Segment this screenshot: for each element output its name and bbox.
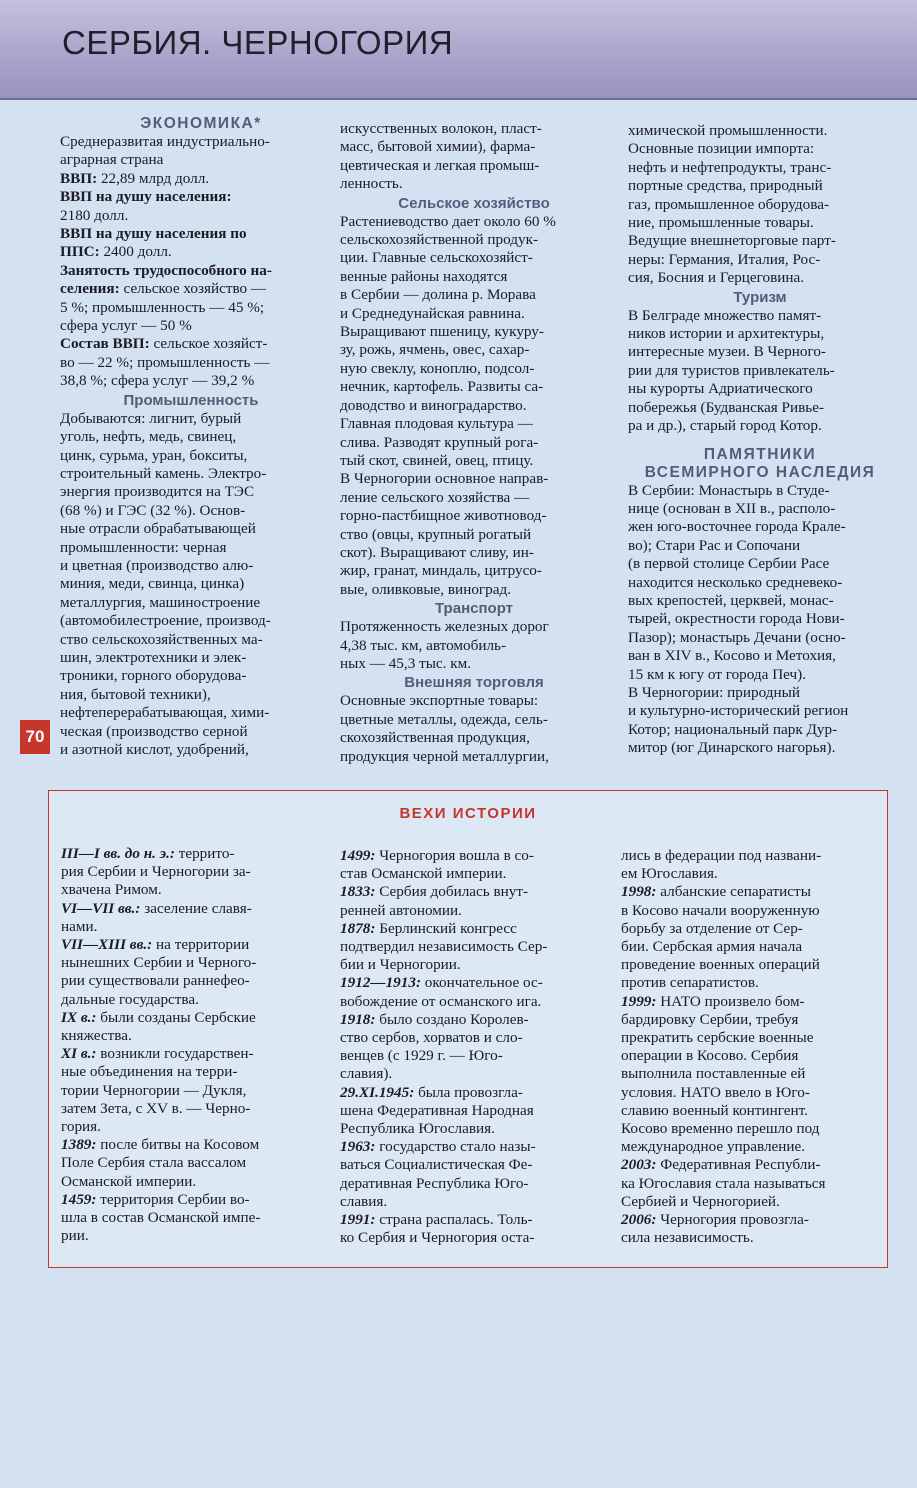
text-line: во); Стари Рас и Сопочани bbox=[628, 536, 801, 554]
text-line bbox=[60, 280, 322, 298]
history-text: бардировку Сербии, требуя bbox=[621, 1010, 799, 1028]
heritage-text bbox=[628, 482, 892, 758]
text-line bbox=[60, 170, 322, 188]
history-text: проведение военных операций bbox=[621, 956, 820, 974]
page-title: СЕРБИЯ. ЧЕРНОГОРИЯ bbox=[62, 24, 454, 61]
history-text: деративная Республика Юго- bbox=[340, 1174, 529, 1192]
text-line: ных — 45,3 тыс. км. bbox=[340, 654, 472, 672]
text-line: энергия производится на ТЭС bbox=[60, 483, 255, 501]
history-text: Поле Сербия стала вассалом bbox=[61, 1154, 247, 1172]
history-text: международное управление. bbox=[621, 1138, 806, 1156]
text-line bbox=[60, 133, 322, 151]
history-line bbox=[61, 954, 323, 972]
text-line: вые, оливковые, виноград. bbox=[340, 580, 511, 598]
history-line bbox=[340, 974, 604, 992]
text-line: В Черногории: природный bbox=[628, 683, 800, 701]
history-line bbox=[61, 1082, 323, 1100]
history-line bbox=[61, 845, 323, 863]
history-line bbox=[621, 1193, 883, 1211]
text-line: ние, промышленные товары. bbox=[628, 214, 814, 232]
history-date: IX в.: bbox=[61, 1008, 97, 1026]
history-line bbox=[340, 1011, 604, 1029]
history-text: рия Сербии и Черногории за- bbox=[61, 863, 251, 881]
history-date: 1963: bbox=[340, 1138, 376, 1156]
text-line: рии для туристов привлекатель- bbox=[628, 361, 835, 379]
history-text: выполнила поставленные ей bbox=[621, 1065, 806, 1083]
text-line: ческая (производство серной bbox=[60, 722, 248, 740]
history-text: окончательное ос- bbox=[421, 974, 543, 992]
history-line bbox=[621, 1029, 883, 1047]
text-line: масс, бытовой химии), фарма- bbox=[340, 138, 536, 156]
text-line: (автомобилестроение, производ- bbox=[60, 612, 271, 630]
history-line bbox=[61, 881, 323, 899]
text-line bbox=[60, 243, 322, 261]
history-line bbox=[621, 920, 883, 938]
text-line: тый скот, свиней, овец, птицу. bbox=[340, 451, 534, 469]
history-text: ные объединения на терри- bbox=[61, 1063, 238, 1081]
text-line: ван в XIV в., Косово и Метохия, bbox=[628, 647, 836, 665]
industry-text bbox=[60, 410, 322, 760]
history-line bbox=[621, 1084, 883, 1102]
history-line bbox=[621, 883, 883, 901]
text-line: ную свеклу, коноплю, подсол- bbox=[340, 359, 535, 377]
history-line bbox=[621, 1211, 883, 1229]
text-line: В Белграде множество памят- bbox=[628, 306, 822, 324]
history-text: бии и Черногории. bbox=[340, 956, 461, 974]
stat-label: ППС: bbox=[60, 243, 100, 261]
text-line: ление сельского хозяйства — bbox=[340, 488, 530, 506]
history-text: государство стало назы- bbox=[375, 1138, 536, 1156]
text-line: вых крепостей, церквей, монас- bbox=[628, 591, 834, 609]
text-line: ство сельскохозяйственных ма- bbox=[60, 630, 263, 648]
text-line: В Черногории основное направ- bbox=[340, 470, 549, 488]
text-line: строительный камень. Электро- bbox=[60, 464, 267, 482]
text-line: цинк, сурьма, уран, бокситы, bbox=[60, 446, 248, 464]
text-line: скот). Выращивают сливу, ин- bbox=[340, 543, 534, 561]
history-line bbox=[61, 1136, 323, 1154]
transport-heading: Транспорт bbox=[434, 600, 514, 618]
history-line bbox=[340, 1029, 604, 1047]
trade-heading: Внешняя торговля bbox=[404, 674, 544, 692]
history-line bbox=[61, 936, 323, 954]
text-line bbox=[60, 188, 322, 206]
history-date: VII—XIII вв.: bbox=[61, 936, 153, 954]
page-header bbox=[0, 0, 917, 100]
text-line: слива. Разводят крупный рога- bbox=[340, 433, 539, 451]
text-line: нефть и нефтепродукты, транс- bbox=[628, 158, 832, 176]
history-text: ство сербов, хорватов и сло- bbox=[340, 1029, 523, 1047]
history-line bbox=[621, 1120, 883, 1138]
history-text: албанские сепаратисты bbox=[656, 883, 811, 901]
column-1 bbox=[60, 114, 322, 759]
history-line bbox=[621, 1138, 883, 1156]
text-line: доводство и виноградарство. bbox=[340, 396, 527, 414]
history-line bbox=[61, 1100, 323, 1118]
history-text: ем Югославия. bbox=[621, 865, 718, 883]
history-line bbox=[61, 1227, 323, 1245]
text-line: ство (овцы, крупный рогатый bbox=[340, 525, 532, 543]
history-text: заселение славя- bbox=[140, 899, 252, 917]
text-line: химической промышленности. bbox=[628, 122, 828, 139]
history-line bbox=[340, 1138, 604, 1156]
history-line bbox=[61, 972, 323, 990]
text-line: скохозяйственная продукция, bbox=[340, 729, 530, 747]
history-line bbox=[61, 1009, 323, 1027]
history-line bbox=[340, 865, 604, 883]
stat-value: во — 22 %; промышленность — bbox=[60, 353, 270, 371]
text-line: венные районы находятся bbox=[340, 267, 508, 285]
history-text: НАТО произвело бом- bbox=[656, 992, 805, 1010]
text-line bbox=[60, 151, 322, 169]
history-line bbox=[621, 974, 883, 992]
text-line: уголь, нефть, медь, свинец, bbox=[60, 428, 237, 446]
page-number: 70 bbox=[20, 720, 50, 754]
text-line: искусственных волокон, пласт- bbox=[340, 120, 542, 137]
history-line bbox=[340, 993, 604, 1011]
history-text: шена Федеративная Народная bbox=[340, 1101, 534, 1119]
history-date: 1918: bbox=[340, 1010, 376, 1028]
text-line: зу, рожь, ячмень, овес, сахар- bbox=[340, 341, 530, 359]
history-line bbox=[621, 1156, 883, 1174]
history-date: XI в.: bbox=[61, 1045, 97, 1063]
history-line bbox=[340, 938, 604, 956]
text-line bbox=[60, 372, 322, 390]
tourism-heading: Туризм bbox=[733, 288, 787, 306]
text-line: побережья (Будванская Ривье- bbox=[628, 398, 825, 416]
history-line bbox=[340, 1102, 604, 1120]
heritage-heading bbox=[628, 446, 892, 482]
text-line bbox=[60, 225, 322, 243]
agriculture-text bbox=[340, 213, 608, 600]
history-text: став Османской империи. bbox=[340, 865, 507, 883]
history-line bbox=[61, 1209, 323, 1227]
history-line bbox=[61, 1027, 323, 1045]
history-date: 1912—1913: bbox=[340, 974, 421, 992]
heritage-heading-line-2: ВСЕМИРНОГО НАСЛЕДИЯ bbox=[644, 463, 876, 481]
text-line: митор (юг Динарского нагорья). bbox=[628, 739, 836, 757]
text-line: Главная плодовая культура — bbox=[340, 415, 533, 433]
history-line bbox=[621, 1065, 883, 1083]
history-column-1 bbox=[61, 845, 323, 1245]
text-line: Протяженность железных дорог bbox=[340, 618, 549, 636]
history-text: Берлинский конгресс bbox=[375, 919, 517, 937]
history-date: 1389: bbox=[61, 1136, 97, 1154]
history-text: хвачена Римом. bbox=[61, 881, 162, 899]
history-text: в Косово начали вооруженную bbox=[621, 901, 820, 919]
text-line: ны курорты Адриатического bbox=[628, 380, 813, 398]
text-line: 4,38 тыс. км, автомобиль- bbox=[340, 636, 507, 654]
history-line bbox=[621, 1047, 883, 1065]
history-date: 1991: bbox=[340, 1211, 376, 1229]
history-date: 1833: bbox=[340, 883, 376, 901]
stat-value: 38,8 %; сфера услуг — 39,2 % bbox=[60, 372, 255, 390]
history-text: шла в состав Османской импе- bbox=[61, 1209, 261, 1227]
text-line: троники, горного оборудова- bbox=[60, 667, 247, 685]
history-line bbox=[61, 1118, 323, 1136]
text-line: нице (основан в XII в., располо- bbox=[628, 499, 836, 517]
text-line: нефтеперерабатывающая, хими- bbox=[60, 704, 270, 722]
history-date: 29.XI.1945: bbox=[340, 1083, 415, 1101]
history-text: рии. bbox=[61, 1227, 89, 1245]
text-line: сельскохозяйственной продук- bbox=[340, 231, 539, 249]
history-line bbox=[621, 1175, 883, 1193]
history-text: затем Зета, с XV в. — Черно- bbox=[61, 1099, 251, 1117]
history-line bbox=[61, 863, 323, 881]
text-line: портные средства, природный bbox=[628, 177, 823, 195]
text-line: тырей, окрестности города Нови- bbox=[628, 610, 845, 628]
history-text: дальные государства. bbox=[61, 990, 199, 1008]
history-line bbox=[61, 1063, 323, 1081]
history-line bbox=[340, 920, 604, 938]
text-line: сия, Босния и Герцеговина. bbox=[628, 269, 805, 287]
text-line bbox=[60, 354, 322, 372]
heritage-heading-line-1: ПАМЯТНИКИ bbox=[703, 445, 817, 463]
history-text: славия. bbox=[340, 1192, 388, 1210]
stat-label: ВВП на душу населения по bbox=[60, 225, 247, 243]
text-line: Пазор); монастырь Дечани (осно- bbox=[628, 628, 846, 646]
trade-text bbox=[340, 692, 608, 766]
stat-value: 5 %; промышленность — 45 %; bbox=[60, 298, 265, 316]
history-line bbox=[340, 847, 604, 865]
text-line: ции. Главные сельскохозяйст- bbox=[340, 249, 533, 267]
stat-label: Состав ВВП: bbox=[60, 335, 150, 353]
text-line: неры: Германия, Италия, Рос- bbox=[628, 250, 821, 268]
text-line: находится несколько средневеко- bbox=[628, 573, 843, 591]
history-text: рии существовали раннефео- bbox=[61, 972, 250, 990]
text-line: в Сербии — долина р. Морава bbox=[340, 286, 536, 304]
text-line: жен юго-восточнее города Крале- bbox=[628, 518, 846, 536]
history-line bbox=[340, 1193, 604, 1211]
text-line: Добываются: лигнит, бурый bbox=[60, 409, 242, 427]
industry-text-continued bbox=[340, 120, 608, 194]
history-line bbox=[61, 918, 323, 936]
text-line: Ведущие внешнеторговые парт- bbox=[628, 232, 836, 250]
stat-value: аграрная страна bbox=[60, 151, 164, 169]
text-line: шин, электротехники и элек- bbox=[60, 648, 247, 666]
text-line: жир, гранат, миндаль, цитрусо- bbox=[340, 562, 542, 580]
history-line bbox=[621, 993, 883, 1011]
history-text: вобождение от османского ига. bbox=[340, 992, 542, 1010]
history-text: операции в Косово. Сербия bbox=[621, 1047, 799, 1065]
text-line: (в первой столице Сербии Расе bbox=[628, 555, 830, 573]
text-line: и культурно-исторический регион bbox=[628, 702, 849, 720]
history-heading: ВЕХИ ИСТОРИИ bbox=[399, 805, 537, 822]
history-text: нами. bbox=[61, 917, 98, 935]
history-text: подтвердил независимость Сер- bbox=[340, 938, 548, 956]
history-text: после битвы на Косовом bbox=[96, 1136, 260, 1154]
transport-text bbox=[340, 618, 608, 673]
history-text: ка Югославия стала называться bbox=[621, 1174, 826, 1192]
history-text: было создано Королев- bbox=[375, 1010, 529, 1028]
text-line bbox=[60, 317, 322, 335]
history-text: бии. Сербская армия начала bbox=[621, 938, 803, 956]
text-line: ра и др.), старый город Котор. bbox=[628, 417, 822, 435]
history-text: были созданы Сербские bbox=[96, 1008, 256, 1026]
history-text: Федеративная Республи- bbox=[656, 1156, 821, 1174]
stat-value: 22,89 млрд долл. bbox=[97, 169, 210, 187]
history-text: гория. bbox=[61, 1118, 101, 1136]
history-date: 1499: bbox=[340, 847, 376, 864]
history-line bbox=[621, 902, 883, 920]
stat-value: сельское хозяйст- bbox=[149, 335, 268, 353]
history-line bbox=[340, 1175, 604, 1193]
column-3 bbox=[628, 122, 892, 758]
text-line: миния, меди, свинца, цинка) bbox=[60, 575, 245, 593]
history-line bbox=[61, 900, 323, 918]
history-line bbox=[340, 1065, 604, 1083]
history-line bbox=[340, 1047, 604, 1065]
history-text: страна распалась. Толь- bbox=[375, 1211, 533, 1229]
history-text: террито- bbox=[174, 845, 235, 862]
history-text: нынешних Сербии и Черного- bbox=[61, 954, 257, 972]
history-date: VI—VII вв.: bbox=[61, 899, 141, 917]
trade-text-continued bbox=[628, 122, 892, 288]
history-text: лись в федерации под названи- bbox=[621, 847, 822, 864]
text-line: цветные металлы, одежда, сель- bbox=[340, 710, 548, 728]
text-line: металлургия, машиностроение bbox=[60, 593, 261, 611]
text-line: Выращивают пшеницу, кукуру- bbox=[340, 323, 544, 341]
stat-value: 2180 долл. bbox=[60, 206, 129, 224]
text-line: интересные музеи. В Черного- bbox=[628, 343, 826, 361]
text-line: ния, бытовой техники), bbox=[60, 685, 211, 703]
history-line bbox=[61, 1045, 323, 1063]
history-line bbox=[621, 865, 883, 883]
text-line: Основные позиции импорта: bbox=[628, 140, 815, 158]
text-line: Основные экспортные товары: bbox=[340, 692, 539, 710]
history-text: Черногория провозгла- bbox=[656, 1211, 809, 1229]
agriculture-heading: Сельское хозяйство bbox=[398, 194, 550, 212]
history-text: прекратить сербские военные bbox=[621, 1029, 814, 1047]
history-line bbox=[340, 883, 604, 901]
history-line bbox=[621, 1229, 883, 1247]
history-line bbox=[61, 991, 323, 1009]
stat-label: селения: bbox=[60, 280, 120, 298]
history-line bbox=[621, 1102, 883, 1120]
history-date: 2006: bbox=[621, 1211, 657, 1229]
history-text: славия). bbox=[340, 1065, 393, 1083]
history-text: тории Черногории — Дукля, bbox=[61, 1081, 247, 1099]
history-line bbox=[340, 956, 604, 974]
stat-label: Занятость трудоспособного на- bbox=[60, 261, 272, 279]
history-line bbox=[621, 847, 883, 865]
history-text: условия. НАТО ввело в Юго- bbox=[621, 1083, 810, 1101]
text-line: и цветная (производство алю- bbox=[60, 556, 254, 574]
history-text: славию военный контингент. bbox=[621, 1101, 808, 1119]
text-line bbox=[60, 335, 322, 353]
stat-label: ВВП: bbox=[60, 169, 98, 187]
column-2 bbox=[340, 120, 608, 766]
stat-label: ВВП на душу населения: bbox=[60, 188, 232, 206]
history-line bbox=[340, 1084, 604, 1102]
history-text: сила независимость. bbox=[621, 1229, 754, 1247]
text-line: и Среднедунайская равнина. bbox=[340, 304, 525, 322]
history-date: III—I вв. до н. э.: bbox=[61, 845, 175, 862]
history-date: 2003: bbox=[621, 1156, 657, 1174]
stat-value: сфера услуг — 50 % bbox=[60, 317, 192, 335]
stat-value: Среднеразвитая индустриально- bbox=[60, 133, 270, 150]
tourism-text bbox=[628, 307, 892, 436]
history-text: ренней автономии. bbox=[340, 901, 462, 919]
history-column-3 bbox=[621, 847, 883, 1247]
industry-heading: Промышленность bbox=[123, 391, 259, 409]
text-line bbox=[60, 299, 322, 317]
history-text: на территории bbox=[152, 936, 250, 954]
history-text: Сербия добилась внут- bbox=[375, 883, 529, 901]
history-line bbox=[61, 1154, 323, 1172]
history-line bbox=[61, 1173, 323, 1191]
history-line bbox=[621, 1011, 883, 1029]
history-text: ваться Социалистическая Фе- bbox=[340, 1156, 533, 1174]
history-text: территория Сербии во- bbox=[96, 1190, 250, 1208]
text-line: ные отрасли обрабатывающей bbox=[60, 520, 256, 538]
history-column-2 bbox=[340, 847, 604, 1247]
history-text: возникли государствен- bbox=[96, 1045, 254, 1063]
history-line bbox=[340, 1211, 604, 1229]
history-text: ко Сербия и Черногория оста- bbox=[340, 1229, 535, 1247]
text-line bbox=[60, 207, 322, 225]
text-line: Котор; национальный парк Дур- bbox=[628, 720, 838, 738]
text-line: промышленности: черная bbox=[60, 538, 227, 556]
economy-stats bbox=[60, 133, 322, 391]
history-line bbox=[621, 938, 883, 956]
history-text: Косово временно перешло под bbox=[621, 1120, 820, 1138]
history-date: 1998: bbox=[621, 883, 657, 901]
history-line bbox=[340, 1156, 604, 1174]
text-line: горно-пастбищное животновод- bbox=[340, 507, 547, 525]
history-text: венцев (с 1929 г. — Юго- bbox=[340, 1047, 503, 1065]
text-line: 15 км к югу от города Печ). bbox=[628, 665, 807, 683]
text-line: и азотной кислот, удобрений, bbox=[60, 741, 249, 758]
history-text: Сербией и Черногорией. bbox=[621, 1192, 780, 1210]
text-line: ников истории и архитектуры, bbox=[628, 325, 825, 343]
stat-value: сельское хозяйство — bbox=[119, 280, 267, 298]
text-line: нечник, картофель. Развиты са- bbox=[340, 378, 544, 396]
history-line bbox=[340, 902, 604, 920]
economy-heading: ЭКОНОМИКА* bbox=[140, 115, 262, 132]
history-line bbox=[621, 956, 883, 974]
history-text: Республика Югославия. bbox=[340, 1120, 495, 1138]
history-text: Черногория вошла в со- bbox=[375, 847, 534, 864]
text-line: (68 %) и ГЭС (32 %). Основ- bbox=[60, 501, 246, 519]
history-line bbox=[61, 1191, 323, 1209]
history-text: княжества. bbox=[61, 1027, 132, 1045]
history-text: Османской империи. bbox=[61, 1172, 197, 1190]
history-line bbox=[340, 1120, 604, 1138]
history-date: 1878: bbox=[340, 919, 376, 937]
text-line: Растениеводство дает около 60 % bbox=[340, 212, 556, 230]
history-line bbox=[340, 1229, 604, 1247]
text-line: цевтическая и легкая промыш- bbox=[340, 156, 540, 174]
text-line: ленность. bbox=[340, 175, 403, 193]
history-text: борьбу за отделение от Сер- bbox=[621, 919, 803, 937]
text-line: В Сербии: Монастырь в Студе- bbox=[628, 481, 830, 499]
stat-value: 2400 долл. bbox=[99, 243, 172, 261]
history-date: 1999: bbox=[621, 992, 657, 1010]
text-line bbox=[60, 262, 322, 280]
history-date: 1459: bbox=[61, 1190, 97, 1208]
history-text: была провозгла- bbox=[414, 1083, 523, 1101]
history-box bbox=[48, 790, 888, 1268]
text-line: газ, промышленное оборудова- bbox=[628, 195, 830, 213]
history-text: против сепаратистов. bbox=[621, 974, 759, 992]
text-line: продукция черной металлургии, bbox=[340, 747, 549, 765]
